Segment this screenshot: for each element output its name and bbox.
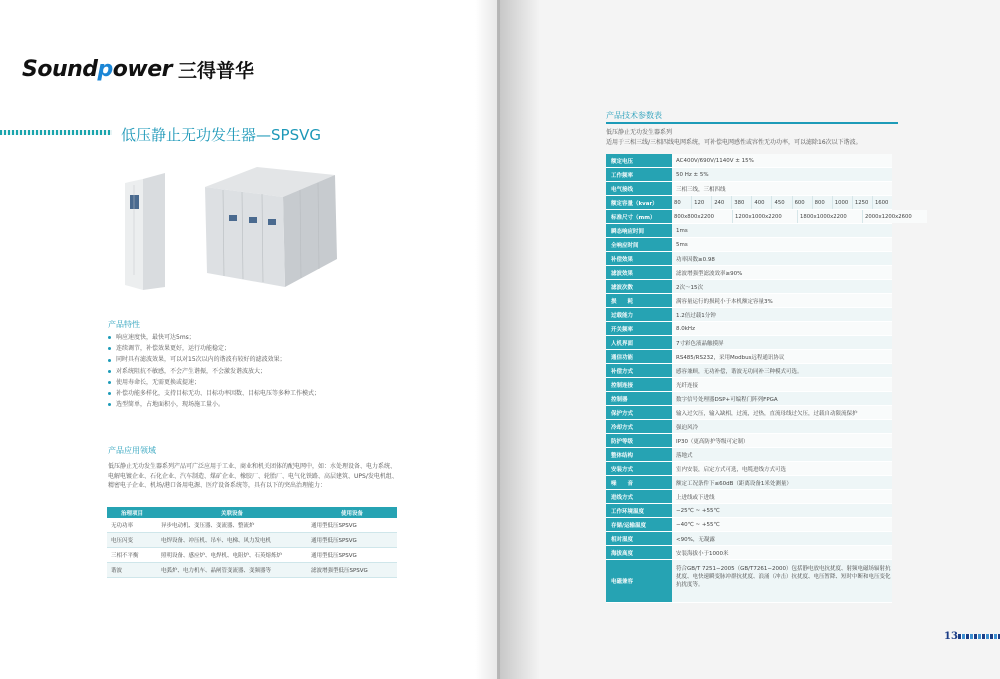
table-cell: 谐波	[107, 563, 157, 578]
spec-row	[606, 560, 892, 603]
spec-row	[606, 392, 892, 406]
spec-value: 强迫风冷	[672, 420, 892, 433]
spec-value: 50 Hz ± 5%	[672, 168, 892, 181]
spec-value: −40℃ ~ +55℃	[672, 518, 892, 531]
spec-label: 全响应时间	[606, 238, 672, 251]
spec-cell: 120	[692, 196, 712, 209]
tech-intro-line: 适用于三相三线/三相四线电网系统，可补偿电网感性或容性无功功率，可以滤除16次以下谐波。	[606, 139, 862, 146]
spec-row	[606, 490, 892, 504]
spec-row	[606, 308, 892, 322]
spec-value: 7寸彩色液晶触摸屏	[672, 336, 892, 349]
table-cell: 无功功率	[107, 518, 157, 533]
spec-row	[606, 336, 892, 350]
tech-intro	[606, 128, 862, 148]
spec-label: 滤波次数	[606, 280, 672, 293]
spec-label: 噪 音	[606, 476, 672, 489]
feature-item: 响应速度快，最快可达5ms；	[108, 332, 428, 343]
spec-row	[606, 378, 892, 392]
spec-label: 补偿方式	[606, 364, 672, 377]
spec-cell: 800x800x2200	[672, 210, 733, 223]
spec-value: <90%，无凝露	[672, 532, 892, 545]
product-title: 低压静止无功发生器—SPSVG	[121, 126, 321, 144]
spec-label: 工作环境温度	[606, 504, 672, 517]
spec-value: 上进线或下进线	[672, 490, 892, 503]
spec-label: 额定电压	[606, 154, 672, 167]
spec-label: 开关频率	[606, 322, 672, 335]
spec-label: 过载能力	[606, 308, 672, 321]
spec-row	[606, 504, 892, 518]
table-row	[107, 518, 397, 533]
spec-cell: 2000x1200x2600	[865, 213, 912, 220]
feature-item: 选型简单，占地面积小，现场施工量小。	[108, 399, 428, 410]
spec-row	[606, 168, 892, 182]
spec-row	[606, 420, 892, 434]
spec-value: 符合GB/T 7251−2005（GB/T7261−2000）包括静电放电抗扰度、射频电磁场辐射抗扰度、电快速瞬变脉冲群抗扰度、浪涌（冲击）抗扰度、电压暂降、短时中断和电压变化抗扰度等。	[672, 560, 892, 602]
spec-label: 电磁兼容	[606, 560, 672, 602]
spec-value: AC400V/690V/1140V ± 15%	[672, 154, 892, 167]
spec-row	[606, 462, 892, 476]
spec-label: 冷却方式	[606, 420, 672, 433]
applications-heading: 产品应用领域	[108, 446, 156, 455]
column-header: 治理项目	[107, 507, 157, 518]
spec-label: 补偿效果	[606, 252, 672, 265]
table-row	[107, 533, 397, 548]
spec-label: 相对湿度	[606, 532, 672, 545]
bullet-icon	[108, 392, 111, 395]
spec-label: 整体结构	[606, 448, 672, 461]
spec-row	[606, 154, 892, 168]
spec-cell: 1000	[833, 196, 853, 209]
table-cell: 通用型低压SPSVG	[307, 533, 397, 548]
spec-label: 损 耗	[606, 294, 672, 307]
spec-row	[606, 210, 912, 224]
spec-cell: 1600	[874, 199, 889, 206]
spec-value: 数字信号处理器DSP+可编程门阵列FPGA	[672, 392, 892, 405]
spec-row	[606, 266, 892, 280]
spec-cell: 450	[772, 196, 792, 209]
spec-value: 滤波增强型滤波效率≥90%	[672, 266, 892, 279]
spec-value: 功率因数≥0.98	[672, 252, 892, 265]
spec-value: 安装海拔小于1000米	[672, 546, 892, 559]
spec-value: 光纤连接	[672, 378, 892, 391]
table-row	[107, 563, 397, 578]
spec-label: 人机界面	[606, 336, 672, 349]
spec-row	[606, 406, 892, 420]
table-cell: 异步电动机、变压器、变流器、整流炉	[157, 518, 307, 533]
bullet-icon	[108, 359, 111, 362]
feature-item: 连续调节，补偿效果更好，运行功能稳定；	[108, 343, 428, 354]
spec-label: 瞬态响应时间	[606, 224, 672, 237]
spec-cell: 600	[793, 196, 813, 209]
spec-cell: 1250	[853, 196, 873, 209]
spec-row	[606, 476, 892, 490]
spec-label: 滤波效果	[606, 266, 672, 279]
spec-value: IP30（更高防护等级可定制）	[672, 434, 892, 447]
spine-shadow-right	[500, 0, 540, 679]
applications-paragraph: 低压静止无功发生器系列产品可广泛应用于工业、商业和机关团体的配电网中，如：水处理设备、电力系统、电解电镀企业、石化企业、汽车制造、煤矿企业、橡胶厂、轮胎厂、电气化铁路、高层建筑、UPS/发电机组、精密电子企业、机场/港口备用电源、医疗设备系统等，具有以下的突出治理能力：	[108, 463, 398, 490]
spec-row	[606, 196, 892, 210]
spec-label: 通信功能	[606, 350, 672, 363]
spec-value: 额定工况条件下≤60dB（距离设备1米处测量）	[672, 476, 892, 489]
spec-value: 1.2倍过载1分钟	[672, 308, 892, 321]
table-cell: 三相不平衡	[107, 548, 157, 563]
column-header: 使用设备	[307, 507, 397, 518]
tech-heading-rule	[606, 122, 898, 124]
spec-value: 1ms	[672, 224, 892, 237]
spec-label: 控制连接	[606, 378, 672, 391]
spec-cell: 80	[672, 196, 692, 209]
spec-label: 存储/运输温度	[606, 518, 672, 531]
spec-label: 防护等级	[606, 434, 672, 447]
bullet-icon	[108, 403, 111, 406]
spec-value: 室内安装，启定方式可选，电缆进线方式可选	[672, 462, 892, 475]
spec-value	[672, 196, 892, 209]
page-number: 13	[944, 631, 958, 642]
spec-row	[606, 294, 892, 308]
spec-label: 控制器	[606, 392, 672, 405]
table-cell: 通用型低压SPSVG	[307, 518, 397, 533]
feature-item: 同时具有滤波效果，可以对15次以内的谐波有较好的滤波效果；	[108, 354, 428, 365]
features-heading: 产品特性	[108, 320, 140, 329]
feature-item: 补偿功能多样化，支持目标无功、目标功率因数、目标电压等多种工作模式；	[108, 388, 428, 399]
spec-value	[672, 210, 927, 223]
spec-row	[606, 224, 892, 238]
tech-heading: 产品技术参数表	[606, 111, 662, 120]
brand-name-en: Soundpower	[22, 57, 172, 82]
feature-item: 对系统阻抗不敏感，不会产生谐振，不会激发谐波放大；	[108, 366, 428, 377]
spec-row	[606, 350, 892, 364]
spec-cells	[672, 210, 927, 223]
spec-row	[606, 364, 892, 378]
tech-intro-line: 低压静止无功发生器系列	[606, 129, 673, 136]
bullet-icon	[108, 347, 111, 350]
spec-label: 电气接线	[606, 182, 672, 195]
spec-value: 2次～15次	[672, 280, 892, 293]
spec-cell: 400	[752, 196, 772, 209]
table-cell: 电压闪变	[107, 533, 157, 548]
spec-value: −25℃ ~ +55℃	[672, 504, 892, 517]
spec-cell: 240	[712, 196, 732, 209]
spec-label: 保护方式	[606, 406, 672, 419]
spec-row	[606, 532, 892, 546]
spec-row	[606, 280, 892, 294]
brand-name-cn: 三得普华	[178, 60, 255, 82]
spec-row	[606, 448, 892, 462]
spec-value: 落地式	[672, 448, 892, 461]
spec-row	[606, 182, 892, 196]
product-photo	[125, 165, 355, 290]
spine-shadow-left	[475, 0, 500, 679]
table-header-row	[107, 507, 397, 518]
table-row	[107, 548, 397, 563]
spec-table	[606, 154, 912, 603]
page-number-bar	[958, 634, 1000, 639]
spec-label: 工作频率	[606, 168, 672, 181]
spec-cells	[672, 196, 892, 209]
brand-logo	[22, 56, 254, 83]
spec-label: 额定容量（kvar）	[606, 196, 672, 209]
table-cell: 滤波增强型低压SPSVG	[307, 563, 397, 578]
spec-value: 5ms	[672, 238, 892, 251]
spec-label: 安装方式	[606, 462, 672, 475]
table-cell: 通用型低压SPSVG	[307, 548, 397, 563]
spec-row	[606, 238, 892, 252]
spec-value: RS485/RS232，采用Modbus远程通讯协议	[672, 350, 892, 363]
spec-cell: 1800x1000x2200	[798, 210, 863, 223]
spec-value: 满容量运行的损耗小于本机额定容量3%	[672, 294, 892, 307]
bullet-icon	[108, 381, 111, 384]
spec-row	[606, 252, 892, 266]
spec-label: 进线方式	[606, 490, 672, 503]
spec-value: 8.0kHz	[672, 322, 892, 335]
bullet-icon	[108, 336, 111, 339]
left-page	[0, 0, 497, 679]
spec-row	[606, 434, 892, 448]
features-list	[108, 332, 428, 410]
table-cell: 照明设备、感应炉、电焊机、电阻炉、石英熔炼炉	[157, 548, 307, 563]
spec-value: 三相三线，三相四线	[672, 182, 892, 195]
table-cell: 电焊设备、冲压机、吊车、电梯、风力发电机	[157, 533, 307, 548]
spec-cell: 380	[732, 196, 752, 209]
spec-row	[606, 518, 892, 532]
bullet-icon	[108, 370, 111, 373]
feature-item: 使用寿命长，无需更换或提速；	[108, 377, 428, 388]
spec-cell: 800	[813, 196, 833, 209]
table-cell: 电弧炉、电力机车、晶闸管变流器、变频器等	[157, 563, 307, 578]
spec-cell: 1200x1000x2200	[733, 210, 798, 223]
title-accent-bar	[0, 130, 112, 135]
spec-row	[606, 546, 892, 560]
column-header: 关联设备	[157, 507, 307, 518]
spec-row	[606, 322, 892, 336]
spec-label: 标准尺寸（mm）	[606, 210, 672, 223]
spec-value: 输入过欠压，输入缺相，过流，过热，直流母线过欠压，过载自动限流保护	[672, 406, 892, 419]
applications-table	[107, 507, 397, 578]
spec-label: 海拔高度	[606, 546, 672, 559]
spec-value: 感容兼顾，无功补偿，谐波无功同补三种模式可选。	[672, 364, 892, 377]
